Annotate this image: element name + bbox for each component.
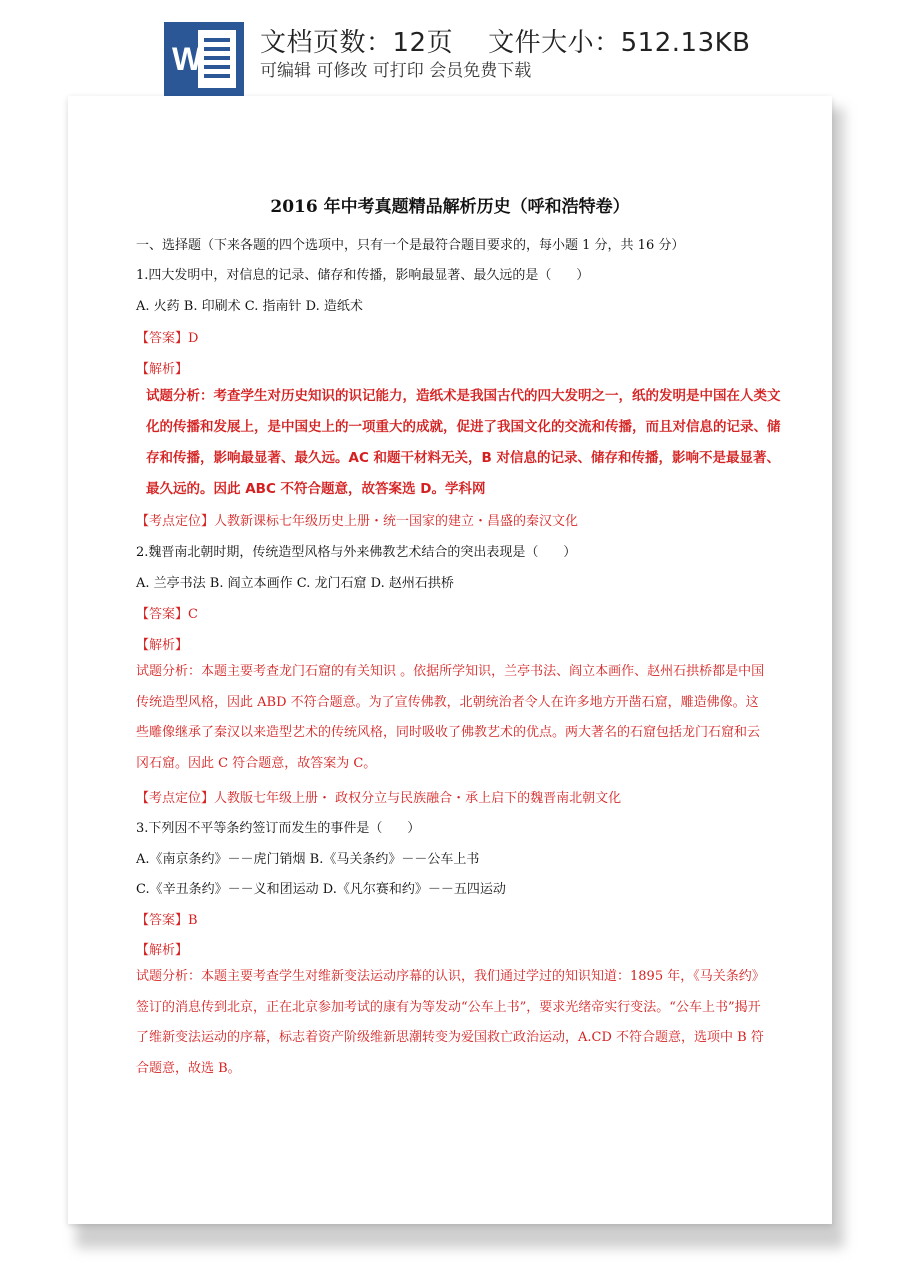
question-1-point: 【考点定位】人教新课标七年级历史上册・统一国家的建立・昌盛的秦汉文化	[136, 514, 579, 529]
question-3-options-cd: C.《辛丑条约》－－义和团运动 D.《凡尔赛和约》－－五四运动	[136, 882, 506, 897]
question-3-options-ab: A.《南京条约》－－虎门销烟 B.《马关条约》－－公车上书	[136, 852, 480, 867]
document-title: 2016 年中考真题精品解析历史（呼和浩特卷）	[270, 197, 630, 217]
question-1-analysis: 试题分析：考查学生对历史知识的识记能力，造纸术是我国古代的四大发明之一，纸的发明是中国在人类文化的传播和发展上，是中国史上的一项重大的成就，促进了我国文化的交流和传播，而且对信息的记录、储存和传播，影响最显著、最久远。AC 和题干材料无关，B 对信息的记录、储存和传播，影响不是最显著、最久远的。因此 ABC 不符合题意，故答案选 D。学科网	[146, 388, 781, 497]
word-icon-letter: W	[172, 41, 203, 77]
question-2-stem: 2.魏晋南北朝时期，传统造型风格与外来佛教艺术结合的突出表现是（ ）	[136, 545, 577, 560]
question-2-point: 【考点定位】人教版七年级上册・ 政权分立与民族融合・承上启下的魏晋南北朝文化	[136, 791, 622, 806]
question-2-analysis-label: 【解析】	[136, 638, 189, 653]
question-2-options: A. 兰亭书法 B. 阎立本画作 C. 龙门石窟 D. 赵州石拱桥	[136, 576, 454, 591]
word-document-icon	[164, 22, 244, 96]
question-3-analysis: 试题分析：本题主要考查学生对维新变法运动序幕的认识，我们通过学过的知识知道：1895 年，《马关条约》签订的消息传到北京，正在北京参加考试的康有为等发动“公车上书”，要求光绪帝实行变法。“公车上书”揭开了维新变法运动的序幕，标志着资产阶级维新思潮转变为爱国救亡政治运动，A.CD 不符合题意，选项中 B 符合题意，故选 B。	[136, 969, 765, 1076]
question-1-answer: 【答案】D	[136, 331, 199, 346]
question-3-analysis-label: 【解析】	[136, 943, 189, 958]
question-1-stem: 1.四大发明中，对信息的记录、储存和传播，影响最显著、最久远的是（ ）	[136, 268, 590, 283]
header-bar	[0, 0, 900, 100]
question-3-answer: 【答案】B	[136, 913, 198, 928]
question-1-analysis-label: 【解析】	[136, 362, 189, 377]
question-2-analysis: 试题分析：本题主要考查龙门石窟的有关知识 。依据所学知识，兰亭书法、阎立本画作、赵州石拱桥都是中国传统造型风格，因此 ABD 不符合题意。为了宣传佛教，北朝统治者令人在许多地方开凿石窟，雕造佛像。这些雕像继承了秦汉以来造型艺术的传统风格，同时吸收了佛教艺术的优点。两大著名的石窟包括龙门石窟和云冈石窟。因此 C 符合题意，故答案为 C。	[136, 664, 765, 771]
question-1-options: A. 火药 B. 印刷术 C. 指南针 D. 造纸术	[136, 299, 363, 314]
question-2-answer: 【答案】C	[136, 607, 198, 622]
section-heading: 一、选择题（下来各题的四个选项中，只有一个是最符合题目要求的，每小题 1 分，共 16 分）	[136, 238, 685, 253]
file-info-title: 文档页数：12页 文件大小：512.13KB	[260, 28, 751, 58]
question-3-stem: 3.下列因不平等条约签订而发生的事件是（ ）	[136, 821, 421, 836]
file-info-subtitle: 可编辑 可修改 可打印 会员免费下载	[260, 61, 532, 81]
document-page	[68, 96, 832, 1224]
